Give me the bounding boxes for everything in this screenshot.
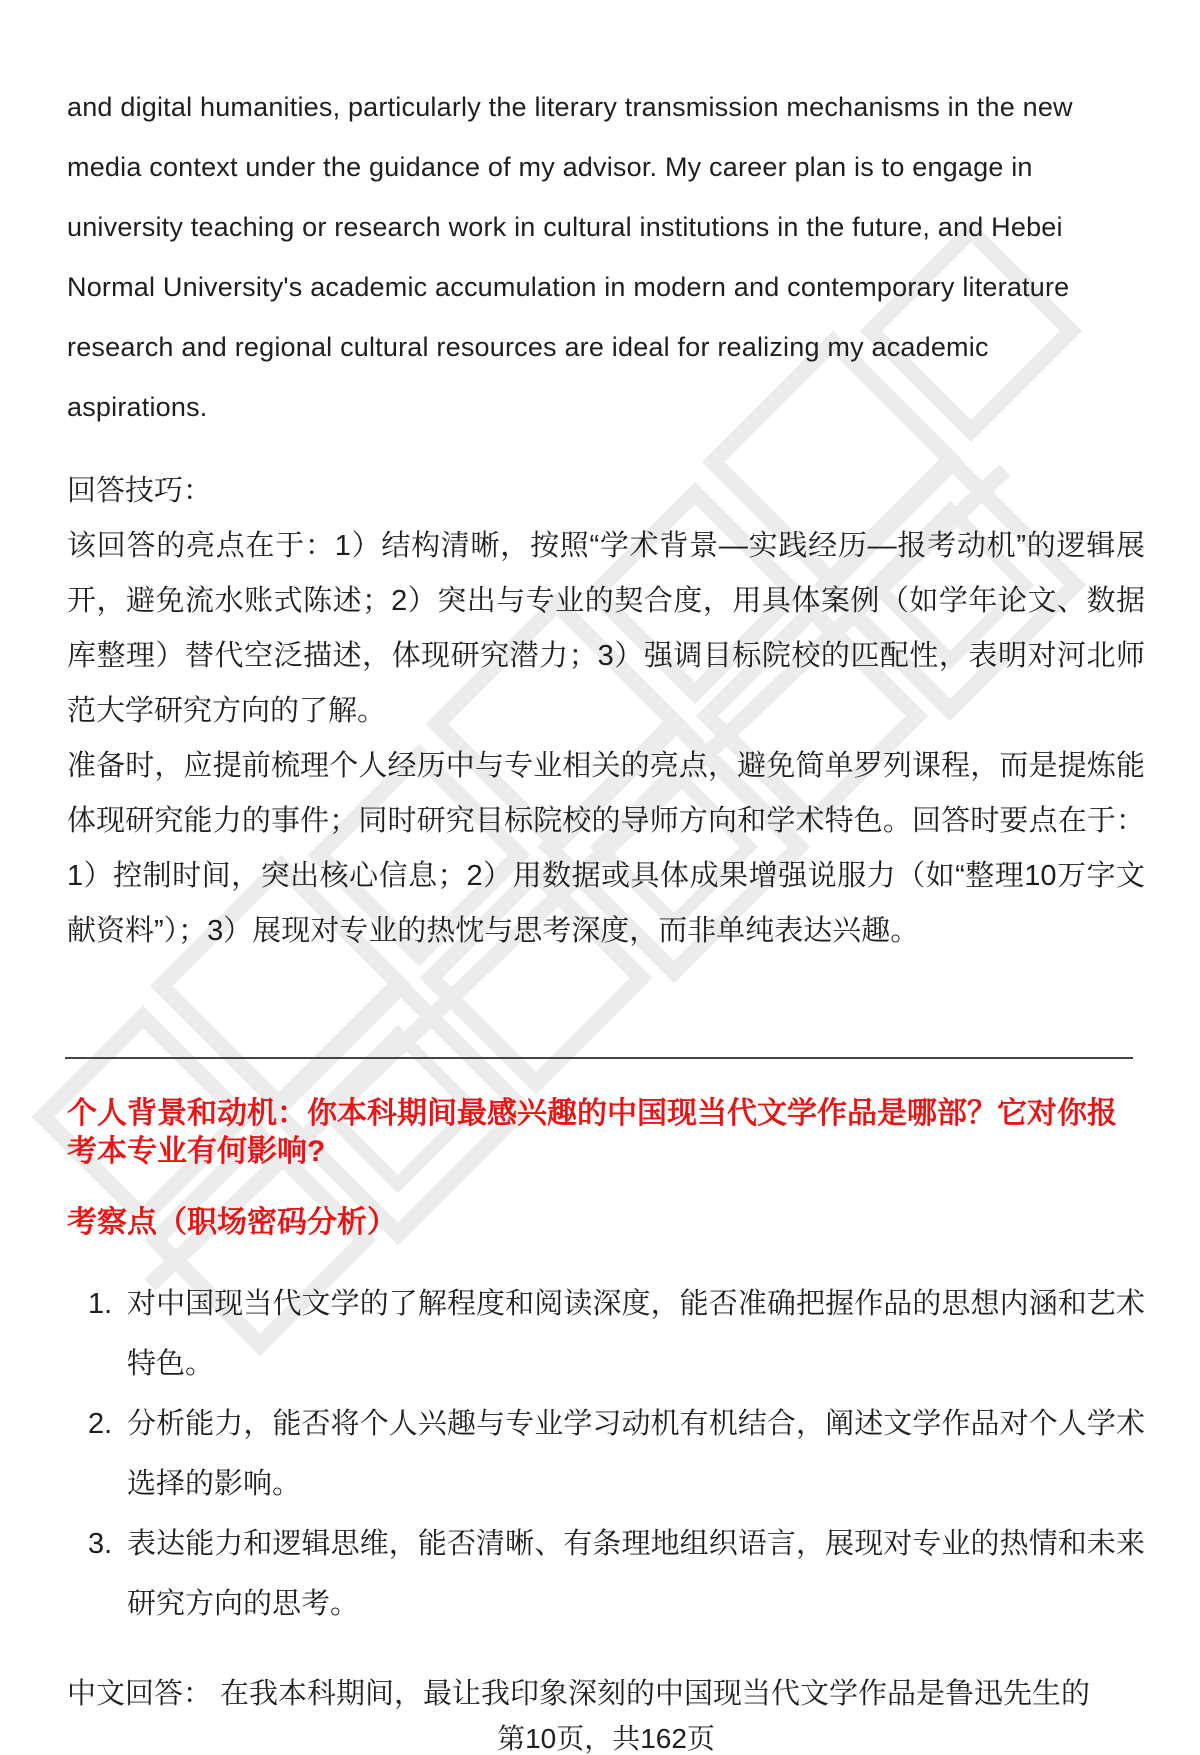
chinese-answer-line: 中文回答： 在我本科期间，最让我印象深刻的中国现当代文学作品是鲁迅先生的 <box>67 1678 1091 1710</box>
exam-point-item <box>67 1394 1145 1514</box>
answer-tips-paragraph-1: 该回答的亮点在于：1）结构清晰，按照“学术背景—实践经历—报考动机”的逻辑展开，避免流水账式陈述；2）突出与专业的契合度，用具体案例（如学年论文、数据库整理）替代空泛描述，体现研究潜力；3）强调目标院校的匹配性，表明对河北师范大学研究方向的了解。 <box>67 530 1145 727</box>
answer-tips-label: 回答技巧： <box>67 475 213 507</box>
exam-point-item <box>67 1274 1145 1394</box>
exam-point-number: 1. <box>88 1288 113 1320</box>
exam-point-text: 表达能力和逻辑思维，能否清晰、有条理地组织语言，展现对专业的热情和未来研究方向的思考。 <box>127 1528 1145 1620</box>
exam-point-text: 对中国现当代文学的了解程度和阅读深度，能否准确把握作品的思想内涵和艺术特色。 <box>127 1288 1145 1380</box>
answer-tips-paragraph-2: 准备时，应提前梳理个人经历中与专业相关的亮点，避免简单罗列课程，而是提炼能体现研究能力的事件；同时研究目标院校的导师方向和学术特色。回答时要点在于：1）控制时间，突出核心信息；2）用数据或具体成果增强说服力（如“整理10万字文献资料”）；3）展现对专业的热忱与思考深度，而非单纯表达兴趣。 <box>67 750 1145 947</box>
document-content <box>67 0 1145 1754</box>
exam-points-heading: 考察点（职场密码分析） <box>67 1206 397 1239</box>
exam-point-number: 3. <box>88 1528 113 1560</box>
page-footer: 第10页，共162页 <box>497 1723 715 1754</box>
exam-points-list <box>67 1274 1145 1634</box>
exam-point-item <box>67 1514 1145 1634</box>
section-divider <box>65 1057 1133 1059</box>
exam-point-text: 分析能力，能否将个人兴趣与专业学习动机有机结合，阐述文学作品对个人学术选择的影响。 <box>127 1408 1145 1500</box>
english-answer-paragraph: and digital humanities, particularly the literary transmission mechanisms in the new media context under the guidance of my advisor. My career plan is to engage in university teaching or research work in cultural institutions in the future, and Hebei Normal University's academic accumulation in modern and contemporary literature research and regional cultural resources are ideal for realizing my academic aspirations. <box>67 92 1073 422</box>
exam-point-number: 2. <box>88 1408 113 1440</box>
question-heading: 个人背景和动机：你本科期间最感兴趣的中国现当代文学作品是哪部？它对你报考本专业有何影响? <box>67 1097 1117 1168</box>
answer-tips-section <box>67 464 1145 959</box>
